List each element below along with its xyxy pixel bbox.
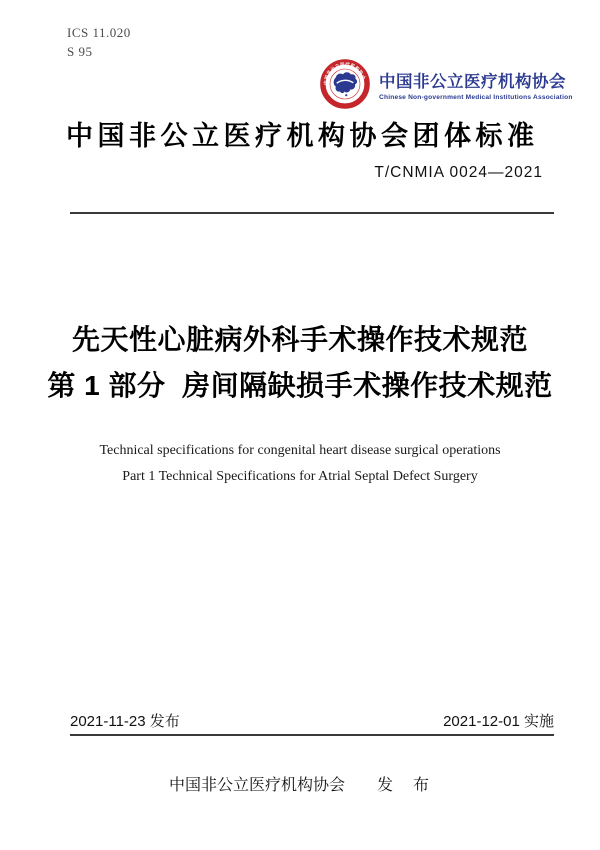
association-seal-icon — [320, 59, 370, 109]
association-logo — [320, 58, 573, 110]
standard-number: T/CNMIA 0024—2021 — [374, 164, 543, 181]
seal-ring-text: 中国非公立医疗机构协会 — [323, 61, 367, 85]
ics-block — [67, 23, 131, 61]
standard-body-title: 中国非公立医疗机构协会团体标准 — [66, 121, 539, 151]
header-rule — [70, 212, 554, 214]
hainan-dot — [345, 94, 347, 96]
publisher-name: 中国非公立医疗机构协会 — [168, 777, 345, 794]
ics-code: ICS 11.020 — [67, 25, 131, 40]
footer-rule — [70, 734, 554, 736]
association-name-cn: 中国非公立医疗机构协会 — [379, 72, 566, 91]
doc-title-en-line2: Part 1 Technical Specifications for Atrial Septal Defect Surgery — [122, 469, 478, 484]
doc-title-line1: 先天性心脏病外科手术操作技术规范 — [71, 324, 528, 355]
dates-row — [70, 710, 554, 731]
association-name-en: Chinese Non-government Medical Institutions Association — [379, 93, 573, 101]
doc-title-en-line1: Technical specifications for congenital heart disease surgical operations — [99, 443, 501, 458]
issue-date: 2021-11-23 发布 — [70, 713, 180, 730]
doc-title-line2: 第 1 部分 房间隔缺损手术操作技术规范 — [47, 370, 553, 401]
implement-date: 2021-12-01 实施 — [443, 713, 554, 730]
class-code: S 95 — [67, 44, 93, 59]
publish-label: 发 布 — [377, 777, 432, 794]
publisher-row — [0, 772, 600, 795]
association-wordmark — [379, 68, 573, 101]
